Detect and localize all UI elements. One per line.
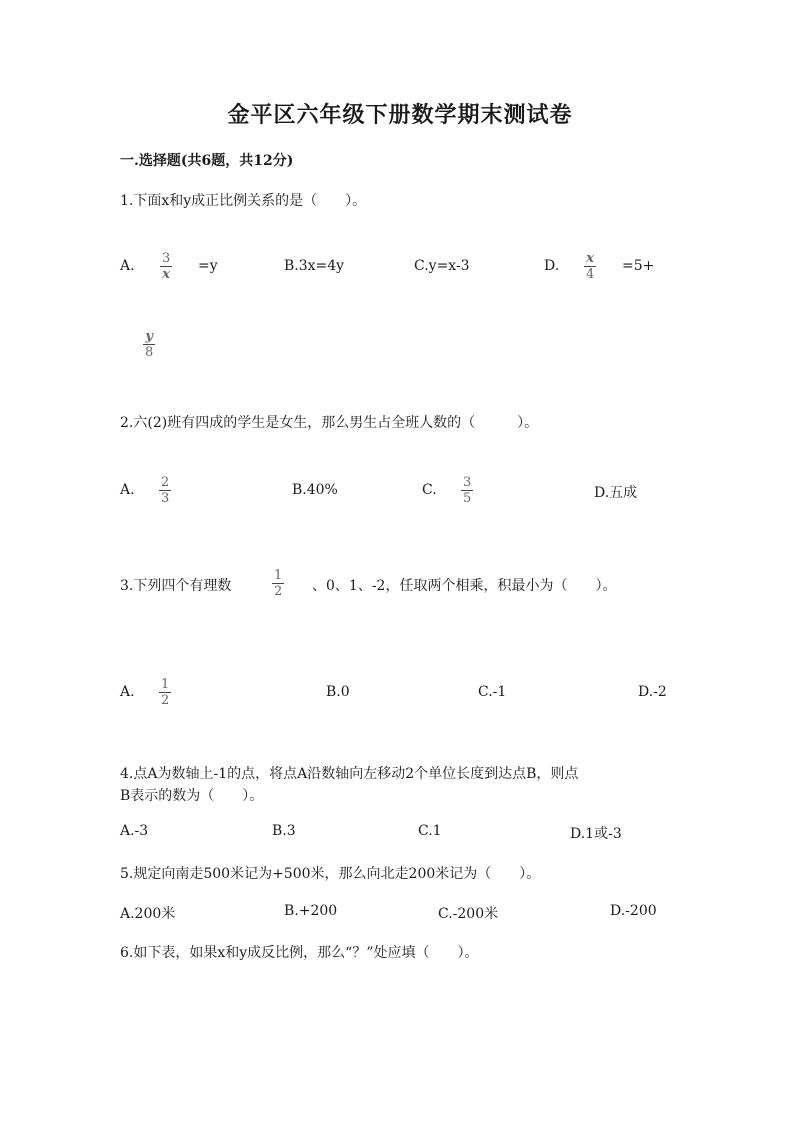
question-5-text: 5.规定向南走500米记为+500米，那么向北走200米记为（ ）。 [120,866,541,882]
q3-a-numerator: 1 [161,677,170,692]
q2-a-numerator: 2 [161,475,170,490]
q4-option-b[interactable]: B.3 [272,823,296,839]
q3-option-a-label[interactable]: A. [120,684,135,700]
q3-a-denominator: 2 [161,693,170,708]
q1-option-d-fraction-2 [143,329,155,360]
q2-option-a-label[interactable]: A. [120,482,135,498]
q1-d2-denominator: 8 [145,345,154,360]
q4-option-d[interactable]: D.1或-3 [570,826,622,842]
q3-option-c[interactable]: C.-1 [478,684,507,700]
q2-option-c-fraction [461,475,473,506]
q3-stem-fraction [272,568,284,599]
q1-option-b[interactable]: B.3x=4y [284,258,345,274]
q3-stem-numerator: 1 [274,568,283,583]
q3-option-b[interactable]: B.0 [326,684,350,700]
q1-d2-numerator: y [145,329,153,344]
q1-a-denominator: x [162,267,171,282]
q5-option-b[interactable]: B.+200 [284,903,338,919]
q1-option-a-label[interactable]: A. [120,258,135,274]
q4-option-a[interactable]: A.-3 [120,823,149,839]
q5-option-a[interactable]: A.200米 [120,906,176,922]
q1-option-a-suffix: =y [198,258,218,274]
q3-option-a-fraction [159,677,171,708]
question-3-text-suffix: 、0、1、-2，任取两个相乘，积最小为（ ）。 [312,578,617,594]
q1-option-d-suffix: =5+ [622,258,655,274]
section-heading: 一.选择题(共6题，共12分) [120,153,294,169]
q1-a-numerator: 3 [162,251,171,266]
q1-d-denominator: 4 [586,267,595,282]
q2-c-numerator: 3 [463,475,472,490]
question-4-text-line-1: 4.点A为数轴上-1的点，将点A沿数轴向左移动2个单位长度到达点B，则点 [120,766,579,782]
q1-d-numerator: x [586,251,595,266]
q1-option-c[interactable]: C.y=x-3 [414,258,470,274]
q2-c-denominator: 5 [463,491,472,506]
q5-option-c[interactable]: C.-200米 [438,906,499,922]
question-2-text: 2.六(2)班有四成的学生是女生，那么男生占全班人数的（ ）。 [120,415,539,431]
q1-option-d-label[interactable]: D. [544,258,560,274]
q3-stem-denominator: 2 [274,584,283,599]
q1-option-a-fraction [160,251,172,282]
question-3-text-prefix: 3.下列四个有理数 [120,578,232,594]
q5-option-d[interactable]: D.-200 [610,903,657,919]
q3-option-d[interactable]: D.-2 [638,684,667,700]
q1-option-d-fraction [584,251,596,282]
q2-option-a-fraction [159,475,171,506]
page-title: 金平区六年级下册数学期末测试卷 [227,102,573,128]
q2-a-denominator: 3 [161,491,170,506]
q2-option-c-label[interactable]: C. [422,482,437,498]
q2-option-d[interactable]: D.五成 [594,485,638,501]
question-6-text: 6.如下表，如果x和y成反比例，那么“？”处应填（ ）。 [120,945,479,961]
q2-option-b[interactable]: B.40% [292,482,338,498]
question-4-text-line-2: B表示的数为（ ）。 [120,788,264,804]
q4-option-c[interactable]: C.1 [418,823,442,839]
question-1-text: 1.下面x和y成正比例关系的是（ ）。 [120,193,367,209]
